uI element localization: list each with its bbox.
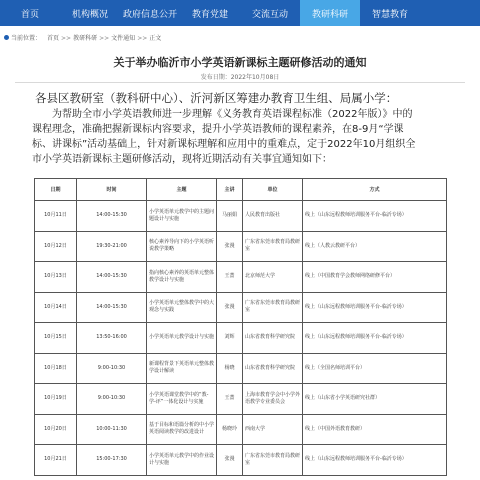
table-cell: 指向核心素养的英语单元整体教学设计与实施 xyxy=(147,262,217,293)
table-cell: 山东省教育科学研究院 xyxy=(243,323,303,354)
top-nav-bar xyxy=(0,0,480,26)
table-cell: 杨晓 xyxy=(217,353,243,384)
table-cell: 张漫 xyxy=(217,445,243,476)
breadcrumb-links xyxy=(47,33,161,42)
nav-item[interactable]: 首页 xyxy=(20,9,39,20)
body-line: 课程理念，准确把握新课标内容要求，提升小学英语教师的课程素养，在8-9月“学课 xyxy=(32,124,404,135)
breadcrumb-link[interactable]: 首页 xyxy=(47,34,60,42)
table-row xyxy=(35,414,447,445)
breadcrumb-link[interactable]: 正文 xyxy=(149,34,162,42)
table-cell: 广东省东莞市教育局教研室 xyxy=(243,445,303,476)
table-row xyxy=(35,231,447,262)
table-cell: 张漫 xyxy=(217,231,243,262)
table-cell: 10月14日 xyxy=(35,292,77,323)
table-cell: 刘辉 xyxy=(217,323,243,354)
table-cell: 线上（人教云教研平台） xyxy=(303,231,447,262)
table-cell: 马丽娟 xyxy=(217,201,243,232)
table-header-cell: 单位 xyxy=(243,179,303,201)
table-row xyxy=(35,292,447,323)
table-cell: 核心素养导向下的小学英语听说教学策略 xyxy=(147,231,217,262)
table-cell: 14:00-15:30 xyxy=(77,262,147,293)
table-cell: 线上（中国外语教育教研） xyxy=(303,414,447,445)
nav-item[interactable]: 政府信息公开 xyxy=(122,9,177,20)
breadcrumb-prefix: 当前位置： xyxy=(11,34,42,42)
table-cell: 线上（山东远程教师培训服务平台-临沂专场） xyxy=(303,323,447,354)
nav-item[interactable]: 教育党建 xyxy=(191,9,228,20)
table-cell: 小学英语课堂教学中的“教-学-评”一体化设计与实施 xyxy=(147,384,217,415)
table-cell: 10月21日 xyxy=(35,445,77,476)
table-cell: 15:00-17:30 xyxy=(77,445,147,476)
table-cell: 10月12日 xyxy=(35,231,77,262)
table-cell: 10月15日 xyxy=(35,323,77,354)
table-cell: 10月18日 xyxy=(35,353,77,384)
table-cell: 10月20日 xyxy=(35,414,77,445)
table-cell: 14:00-15:30 xyxy=(77,292,147,323)
article-greeting: 各县区教研室（教科研中心）、沂河新区筹建办教育卫生组、局属小学： xyxy=(35,91,398,105)
table-header-cell: 日期 xyxy=(35,179,77,201)
table-cell: 线上（山东远程教师培训服务平台-临沂专场） xyxy=(303,445,447,476)
table-cell: 线上（山东省小学英语研究社群） xyxy=(303,384,447,415)
breadcrumb-separator: >> xyxy=(137,34,148,42)
table-cell: 小学英语单元教学中的主题问题设计与实施 xyxy=(147,201,217,232)
schedule-table xyxy=(34,178,446,476)
table-cell: 西南大学 xyxy=(243,414,303,445)
table-cell: 线上（中国教育学会教师网络研修平台） xyxy=(303,262,447,293)
nav-item[interactable]: 交流互动 xyxy=(251,9,288,20)
table-cell: 13:50-16:00 xyxy=(77,323,147,354)
body-line: 标、讲课标”活动基础上，针对新课标理解和应用中的重难点，定于2022年10月组织全 xyxy=(32,139,416,150)
table-header-cell: 主题 xyxy=(147,179,217,201)
table-cell: 19:30-21:00 xyxy=(77,231,147,262)
body-line: 市小学英语新课标主题研修活动，现将近期活动有关事宜通知如下： xyxy=(32,154,332,165)
table-row xyxy=(35,353,447,384)
table-cell: 广东省东莞市教育局教研室 xyxy=(243,292,303,323)
table-cell: 9:00-10:30 xyxy=(77,384,147,415)
table-header-cell: 主讲 xyxy=(217,179,243,201)
table-header-cell: 时间 xyxy=(77,179,147,201)
table-cell: 线上（全国名师培训平台） xyxy=(303,353,447,384)
article-title: 关于举办临沂市小学英语新课标主题研修活动的通知 xyxy=(113,56,367,69)
table-cell: 王蔷 xyxy=(217,384,243,415)
table-row xyxy=(35,201,447,232)
table-cell: 9:00-10:30 xyxy=(77,353,147,384)
table-cell: 10月11日 xyxy=(35,201,77,232)
table-cell: 上海市教育学会中小学外语教学专业委员会 xyxy=(243,384,303,415)
table-cell: 基于目标和语篇分析的中小学英语阅读教学的改进设计 xyxy=(147,414,217,445)
table-cell: 新课程背景下英语单元整体教学设计解读 xyxy=(147,353,217,384)
table-cell: 广东省东莞市教育局教研室 xyxy=(243,231,303,262)
table-row xyxy=(35,445,447,476)
table-cell: 小学英语单元教学中的作业设计与实施 xyxy=(147,445,217,476)
title-divider xyxy=(15,82,465,83)
breadcrumb xyxy=(0,31,480,43)
table-cell: 小学英语单元教学设计与实施 xyxy=(147,323,217,354)
table-cell: 杨晓玲 xyxy=(217,414,243,445)
article-body xyxy=(32,107,452,167)
publish-date: 发布日期：2022年10月08日 xyxy=(200,74,280,81)
nav-item[interactable]: 机构概况 xyxy=(71,9,108,20)
nav-item[interactable]: 教研科研 xyxy=(300,0,360,26)
nav-item[interactable]: 智慧教育 xyxy=(371,9,408,20)
table-row xyxy=(35,262,447,293)
breadcrumb-separator: >> xyxy=(61,34,72,42)
table-cell: 张漫 xyxy=(217,292,243,323)
table-row xyxy=(35,323,447,354)
breadcrumb-link[interactable]: 教研科研 xyxy=(73,34,98,42)
table-cell: 山东省教育科学研究院 xyxy=(243,353,303,384)
table-cell: 10月19日 xyxy=(35,384,77,415)
location-pin-icon xyxy=(4,35,9,40)
body-line: 为帮助全市小学英语教师进一步理解《义务教育英语课程标准（2022年版）》中的 xyxy=(52,109,413,120)
table-cell: 人民教育出版社 xyxy=(243,201,303,232)
table-cell: 10:00-11:30 xyxy=(77,414,147,445)
table-row xyxy=(35,384,447,415)
breadcrumb-link[interactable]: 文件通知 xyxy=(111,34,136,42)
breadcrumb-separator: >> xyxy=(99,34,110,42)
table-cell: 小学英语单元整体教学中的大观念与实践 xyxy=(147,292,217,323)
table-cell: 14:00-15:30 xyxy=(77,201,147,232)
table-header-row xyxy=(35,179,447,201)
table-cell: 线上（山东远程教师培训服务平台-临沂专场） xyxy=(303,201,447,232)
table-cell: 10月13日 xyxy=(35,262,77,293)
table-cell: 王蔷 xyxy=(217,262,243,293)
table-header-cell: 方式 xyxy=(303,179,447,201)
location-label xyxy=(4,33,41,42)
table-cell: 北京师范大学 xyxy=(243,262,303,293)
table-cell: 线上（山东远程教师培训服务平台-临沂专场） xyxy=(303,292,447,323)
